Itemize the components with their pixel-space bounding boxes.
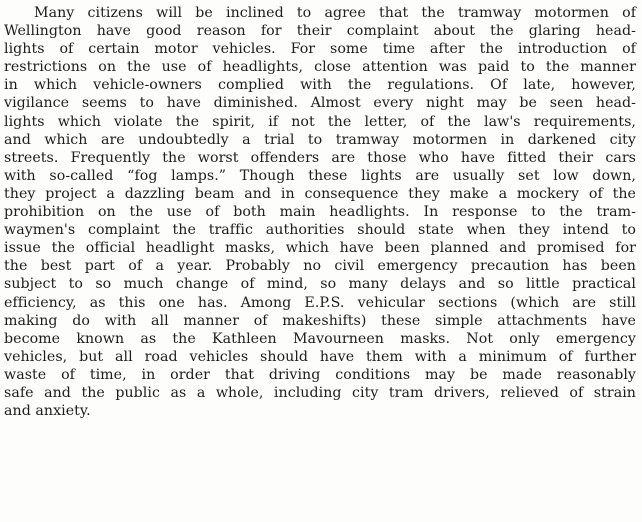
article-line: efficiency, as this one has. Among E.P.S. vehicular sections (which are still xyxy=(4,294,636,311)
article-line: Many citizens will be inclined to agree that the tramway motormen of xyxy=(34,5,636,21)
article-line: and which are undoubtedly a trial to tramway motormen in darkened city xyxy=(4,131,636,148)
article-line: with so-called “fog lamps.” Though these lights are usually set low down, xyxy=(4,167,636,184)
article-line: lights which violate the spirit, if not the letter, of the law's requirements, xyxy=(4,113,636,130)
article-line: become known as the Kathleen Mavourneen masks. Not only emergency xyxy=(4,330,636,347)
article-line: Wellington have good reason for their complaint about the glaring head- xyxy=(4,23,636,40)
article-line: prohibition on the use of both main headlights. In response to the tram- xyxy=(4,204,636,221)
article-line: and anxiety. xyxy=(4,403,91,420)
article-body xyxy=(4,4,636,420)
article-line: streets. Frequently the worst offenders are those who have fitted their cars xyxy=(4,149,636,166)
article-line: they project a dazzling beam and in consequence they make a mockery of the xyxy=(4,185,636,202)
article-line: safe and the public as a whole, including city tram drivers, relieved of strain xyxy=(4,384,636,401)
article-line: waste of time, in order that driving conditions may be made reasonably xyxy=(4,366,636,383)
article-line: waymen's complaint the traffic authorities should state when they intend to xyxy=(4,222,636,239)
article-line: vigilance seems to have diminished. Almost every night may be seen head- xyxy=(4,95,636,112)
article-line: lights of certain motor vehicles. For some time after the introduction of xyxy=(4,41,636,58)
article-line: subject to so much change of mind, so many delays and so little practical xyxy=(4,276,636,293)
article-line: vehicles, but all road vehicles should have them with a minimum of further xyxy=(4,348,636,365)
article-line: issue the official headlight masks, which have been planned and promised for xyxy=(4,240,636,257)
article-line: restrictions on the use of headlights, close attention was paid to the manner xyxy=(4,59,636,76)
article-line: the best part of a year. Probably no civil emergency precaution has been xyxy=(4,258,636,275)
article-line: in which vehicle-owners complied with the regulations. Of late, however, xyxy=(4,77,636,94)
article-line: making do with all manner of makeshifts) these simple attachments have xyxy=(4,312,636,329)
